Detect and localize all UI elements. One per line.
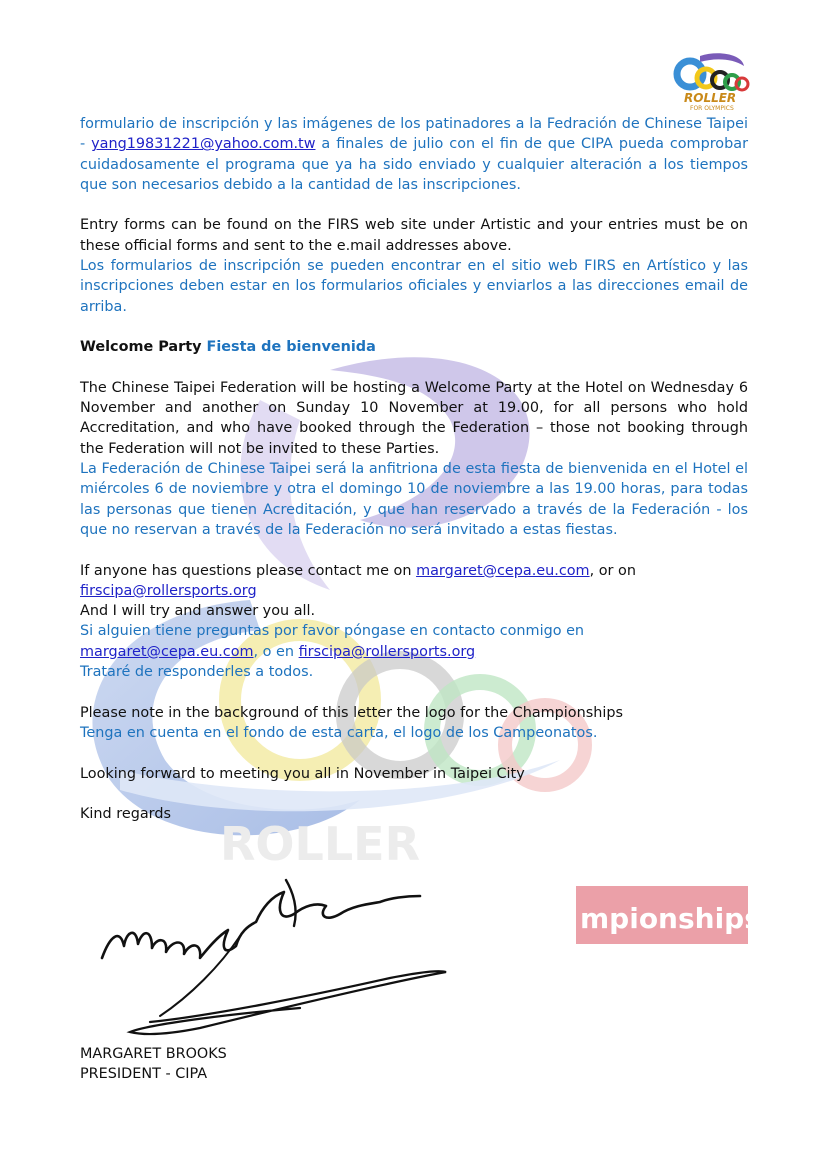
signature-block (80, 1044, 227, 1085)
signer-name: MARGARET BROOKS (80, 1046, 227, 1062)
paragraph-registration-es (80, 114, 748, 195)
logo-text: ROLLER (684, 91, 737, 105)
paragraph-logo-note-en: Please note in the background of this letter the logo for the Championships (80, 704, 623, 721)
paragraph-contact-en (80, 561, 748, 581)
email-link-yang[interactable]: yang19831221@yahoo.com.tw (91, 136, 316, 153)
championships-banner-text: mpionships (580, 902, 761, 935)
signer-title: PRESIDENT - CIPA (80, 1066, 208, 1083)
svg-text:ROLLER: ROLLER (220, 817, 420, 871)
paragraph-text: , o en (253, 643, 299, 660)
handwritten-signature (90, 866, 450, 1046)
welcome-party-heading (80, 337, 748, 357)
paragraph-text: a finales de julio con el fin de que CIPA pueda comprobar cuidadosamente el programa que ya ha sido enviado y cualquier alteración a los tiempos que son necesarios debido a la cantidad de las inscripciones. (80, 136, 748, 193)
paragraph-contact-es (80, 621, 748, 641)
email-line-es (80, 642, 748, 662)
paragraph-looking-forward: Looking forward to meeting you all in November in Taipei City (80, 765, 525, 782)
email-link-firscipa[interactable]: firscipa@rollersports.org (80, 582, 257, 599)
paragraph-welcome-party-en: The Chinese Taipei Federation will be hosting a Welcome Party at the Hotel on Wednesday 6 November and another on Sunday 10 November at 19.00, for all persons who hold Accreditation, and who have booked through the Federation – those not booking through the Federation will not be invited to these Parties. (80, 379, 748, 457)
heading-es: Fiesta de bienvenida (206, 339, 376, 356)
heading-en: Welcome Party (80, 339, 202, 356)
roller-for-olympics-logo (670, 48, 750, 112)
paragraph-entry-forms-en: Entry forms can be found on the FIRS web site under Artistic and your entries must be on these official forms and sent to the e.mail addresses above. (80, 217, 748, 254)
paragraph-answer-en: And I will try and answer you all. (80, 603, 316, 620)
kind-regards: Kind regards (80, 806, 171, 823)
paragraph-text: If anyone has questions please contact me on (80, 562, 417, 579)
paragraph-logo-note-es: Tenga en cuenta en el fondo de esta carta, el logo de los Campeonatos. (80, 724, 598, 741)
email-link-margaret[interactable]: margaret@cepa.eu.com (416, 562, 590, 579)
paragraph-answer-es: Trataré de responderles a todos. (80, 664, 314, 681)
paragraph-welcome-party-es: La Federación de Chinese Taipei será la anfitriona de esta fiesta de bienvenida en el Hotel el miércoles 6 de noviembre y otra el domingo 10 de noviembre a las 19.00 horas, para todas las personas que tienen Acreditación, y que han reservado a través de la Federación - los que no reservan a través de la Federación no será invitado a estas fiestas. (80, 461, 748, 538)
letter-body (80, 114, 748, 824)
paragraph-text: Si alguien tiene preguntas por favor póngase en contacto conmigo en (80, 623, 585, 640)
email-link-margaret-es[interactable]: margaret@cepa.eu.com (80, 643, 254, 660)
paragraph-text: formulario de inscripción y las imágenes de los patinadores a la Fedración de Chinese Taipei - (80, 116, 748, 153)
paragraph-text: , or on (589, 562, 636, 579)
email-link-firscipa-es[interactable]: firscipa@rollersports.org (298, 643, 476, 660)
paragraph-entry-forms-es: Los formularios de inscripción se pueden encontrar en el sitio web FIRS en Artístico y las inscripciones deben estar en los formularios oficiales y enviarlos a las direcciones email de arriba. (80, 258, 748, 315)
email-line (80, 581, 748, 601)
logo-subtext: FOR OLYMPICS (690, 105, 734, 112)
